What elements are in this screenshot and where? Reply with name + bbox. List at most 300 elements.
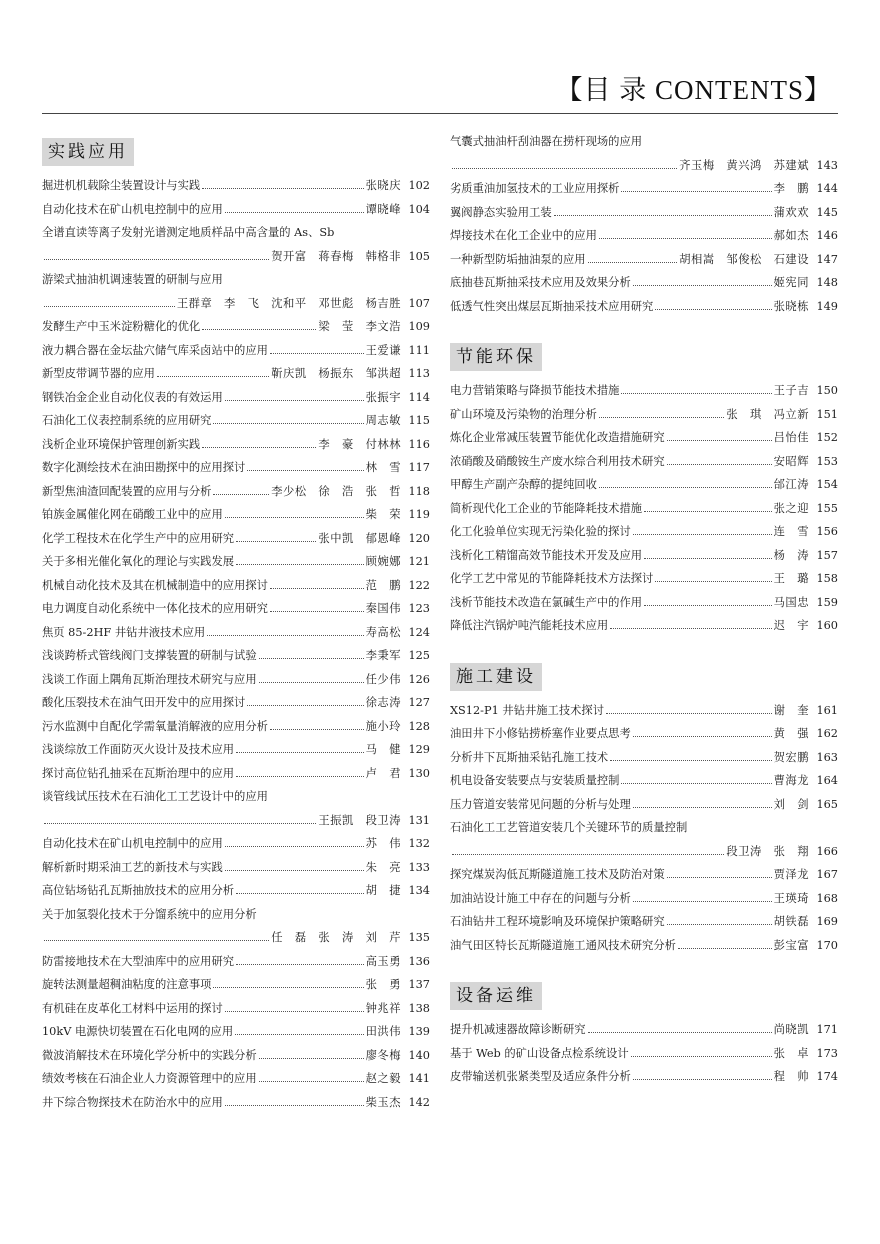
entry-line [450, 769, 838, 793]
entry-line [450, 271, 838, 295]
toc-entry[interactable] [450, 544, 838, 568]
entry-line [450, 567, 838, 591]
article-title: 化学工艺中常见的节能降耗技术方法探讨 [450, 572, 654, 586]
article-title: 有机硅在皮革化工材料中运用的探讨 [42, 1001, 223, 1015]
page-number: 136 [408, 954, 430, 968]
dot-leader [667, 440, 772, 441]
article-authors: 段卫涛 张 翔 [726, 844, 809, 858]
article-authors: 李 鹏 [773, 182, 809, 196]
entry-detail-line [42, 245, 430, 269]
toc-entry[interactable] [450, 793, 838, 817]
toc-entry[interactable] [450, 177, 838, 201]
article-title: 油气田区特长瓦斯隧道施工通风技术研究分析 [450, 938, 676, 952]
entry-line [42, 644, 430, 668]
dot-leader [599, 238, 772, 239]
toc-entry[interactable] [42, 832, 430, 856]
entry-line [42, 456, 430, 480]
page-number: 120 [408, 531, 430, 545]
dot-leader [235, 1034, 363, 1035]
article-authors: 李 豪 付林林 [318, 437, 401, 451]
entry-line [450, 1018, 838, 1042]
entry-line [42, 1044, 430, 1068]
article-authors: 张之迎 [773, 501, 809, 515]
article-title: 炼化企业常减压装置节能优化改造措施研究 [450, 431, 665, 445]
dot-leader [588, 262, 678, 263]
article-authors: 张晓庆 [365, 179, 401, 193]
article-title: 游梁式抽油机调速装置的研制与应用 [42, 273, 223, 287]
article-authors: 王子吉 [773, 384, 809, 398]
toc-entry[interactable] [450, 614, 838, 638]
dot-leader [213, 494, 269, 495]
page-number: 166 [816, 844, 838, 858]
entry-line [42, 691, 430, 715]
toc-entry[interactable] [450, 1018, 838, 1042]
toc-entry[interactable] [450, 746, 838, 770]
toc-entry[interactable] [42, 621, 430, 645]
dot-leader [644, 511, 772, 512]
page-number: 156 [816, 525, 838, 539]
article-authors: 任 磊 张 涛 刘 芹 [271, 931, 401, 945]
dot-leader [225, 517, 364, 518]
entry-line [450, 746, 838, 770]
page-number: 149 [816, 299, 838, 313]
toc-entry[interactable] [450, 248, 838, 272]
left-column [42, 130, 430, 1114]
page-number: 133 [408, 860, 430, 874]
toc-entry[interactable] [450, 520, 838, 544]
toc-entry[interactable] [42, 480, 430, 504]
toc-entry[interactable] [42, 691, 430, 715]
page-number: 115 [408, 414, 430, 428]
page-number: 164 [816, 774, 838, 788]
contents-title: 【目 录 CONTENTS】 [555, 75, 832, 105]
article-authors: 李少松 徐 浩 张 哲 [271, 484, 401, 498]
dot-leader [633, 736, 772, 737]
dot-leader [236, 776, 364, 777]
toc-entry[interactable] [42, 644, 430, 668]
article-authors: 郝如杰 [773, 229, 809, 243]
toc-entry[interactable] [42, 362, 430, 386]
article-title: 10kV 电源快切装置在石化电网的应用 [42, 1025, 234, 1039]
dot-leader [606, 713, 772, 714]
dot-leader [259, 658, 364, 659]
header-divider [42, 113, 838, 114]
article-authors: 廖冬梅 [365, 1048, 401, 1062]
article-authors: 贾泽龙 [773, 868, 809, 882]
toc-entry[interactable] [42, 973, 430, 997]
article-title: XS12-P1 井钻井施工技术探讨 [450, 703, 605, 717]
article-authors: 胡铁磊 [773, 915, 809, 929]
entry-line [42, 762, 430, 786]
dot-leader [44, 259, 269, 260]
page-number: 139 [408, 1025, 430, 1039]
dot-leader [270, 353, 364, 354]
entry-line [450, 887, 838, 911]
dot-leader [621, 191, 771, 192]
article-title: 关于多相光催化氧化的理论与实践发展 [42, 555, 235, 569]
article-title: 数字化测绘技术在油田勘探中的应用探讨 [42, 461, 246, 475]
article-title: 基于 Web 的矿山设备点检系统设计 [450, 1046, 629, 1060]
article-title: 矿山环境及污染物的治理分析 [450, 407, 597, 421]
entry-line [450, 520, 838, 544]
entry-line [42, 715, 430, 739]
entry-line [42, 409, 430, 433]
toc-entry[interactable] [42, 668, 430, 692]
article-authors: 连 雪 [773, 525, 809, 539]
page-number: 143 [816, 158, 838, 172]
dot-leader [554, 215, 772, 216]
toc-entry[interactable] [450, 379, 838, 403]
article-title: 酸化压裂技术在油气田开发中的应用探讨 [42, 696, 246, 710]
dot-leader [202, 447, 316, 448]
dot-leader [633, 285, 772, 286]
entry-line [450, 544, 838, 568]
entry-line [42, 856, 430, 880]
page-number: 135 [408, 931, 430, 945]
article-authors: 李秉军 [365, 649, 401, 663]
entry-line [42, 433, 430, 457]
page-number: 111 [408, 343, 430, 357]
entry-line [42, 738, 430, 762]
page-number: 171 [816, 1023, 838, 1037]
article-title: 旋转法测量超稠油粘度的注意事项 [42, 978, 212, 992]
toc-entry[interactable] [42, 339, 430, 363]
toc-entry[interactable] [450, 863, 838, 887]
dot-leader [236, 964, 364, 965]
entry-detail-line [450, 840, 838, 864]
article-authors: 柴 荣 [365, 508, 401, 522]
dot-leader [259, 1081, 364, 1082]
dot-leader [207, 635, 363, 636]
toc-entry[interactable] [42, 221, 430, 268]
dot-leader [225, 1011, 364, 1012]
page-number: 130 [408, 766, 430, 780]
article-title: 自动化技术在矿山机电控制中的应用 [42, 837, 223, 851]
entry-line [42, 527, 430, 551]
article-title: 浅谈综放工作面防灭火设计及技术应用 [42, 743, 235, 757]
article-authors: 张 琪 冯立新 [726, 407, 809, 421]
article-title: 微波消解技术在环境化学分析中的实践分析 [42, 1048, 257, 1062]
toc-entry[interactable] [42, 597, 430, 621]
toc-entry[interactable] [42, 738, 430, 762]
dot-leader [452, 854, 724, 855]
entry-title-line [42, 903, 430, 927]
article-title: 浅谈跨桥式管线阀门支撑装置的研制与试验 [42, 649, 257, 663]
section-spacer [450, 638, 838, 655]
page-number: 148 [816, 276, 838, 290]
entry-line [450, 403, 838, 427]
section-title: 设备运维 [450, 982, 542, 1010]
article-title: 自动化技术在矿山机电控制中的应用 [42, 202, 223, 216]
article-title: 探究煤炭沟低瓦斯隧道施工技术及防治对策 [450, 868, 665, 882]
right-column [450, 130, 838, 1089]
entry-line [42, 879, 430, 903]
article-title: 油田井下小修钻捞桥塞作业要点思考 [450, 727, 631, 741]
entry-line [450, 224, 838, 248]
article-title: 降低注汽锅炉吨汽能耗技术应用 [450, 619, 609, 633]
toc-entry[interactable] [42, 315, 430, 339]
page-number: 150 [816, 384, 838, 398]
article-title: 探讨高位钻孔抽采在瓦斯治理中的应用 [42, 766, 235, 780]
article-authors: 周志敏 [365, 414, 401, 428]
page-number: 137 [408, 978, 430, 992]
page-number: 146 [816, 229, 838, 243]
page-number: 121 [408, 555, 430, 569]
article-title: 电力调度自动化系统中一体化技术的应用研究 [42, 602, 268, 616]
article-title: 压力管道安装常见问题的分析与处理 [450, 797, 631, 811]
toc-entry[interactable] [42, 785, 430, 832]
toc-entry[interactable] [450, 497, 838, 521]
article-authors: 卢 君 [365, 766, 401, 780]
entry-line [42, 503, 430, 527]
toc-entry[interactable] [450, 567, 838, 591]
toc-entry[interactable] [42, 856, 430, 880]
entry-line [42, 315, 430, 339]
toc-entry[interactable] [450, 450, 838, 474]
section-header [42, 130, 430, 174]
toc-entry[interactable] [42, 1044, 430, 1068]
page-number: 119 [408, 508, 430, 522]
section-header [450, 335, 838, 379]
dot-leader [44, 306, 175, 307]
page-number: 126 [408, 672, 430, 686]
dot-leader [236, 752, 364, 753]
article-authors: 齐玉梅 黄兴鸿 苏建斌 [679, 158, 809, 172]
toc-entry[interactable] [450, 816, 838, 863]
section-title: 施工建设 [450, 663, 542, 691]
entry-line [42, 362, 430, 386]
dot-leader [631, 1056, 772, 1057]
toc-entry[interactable] [450, 426, 838, 450]
toc-entry[interactable] [450, 1065, 838, 1089]
page-number: 173 [816, 1046, 838, 1060]
toc-entry[interactable] [42, 268, 430, 315]
toc-entry[interactable] [42, 174, 430, 198]
toc-entry[interactable] [42, 409, 430, 433]
page-number: 104 [408, 202, 430, 216]
toc-entry[interactable] [42, 527, 430, 551]
dot-leader [157, 376, 269, 377]
entry-line [450, 497, 838, 521]
page-number: 147 [816, 252, 838, 266]
article-title: 电力营销策略与降损节能技术措施 [450, 384, 620, 398]
toc-entry[interactable] [42, 715, 430, 739]
dot-leader [236, 564, 364, 565]
toc-entry[interactable] [42, 433, 430, 457]
toc-entry[interactable] [42, 386, 430, 410]
dot-leader [633, 901, 772, 902]
entry-line [42, 1020, 430, 1044]
toc-entry[interactable] [42, 1091, 430, 1115]
page-number: 124 [408, 625, 430, 639]
toc-entry[interactable] [42, 950, 430, 974]
article-title: 防雷接地技术在大型油库中的应用研究 [42, 954, 235, 968]
toc-entry[interactable] [450, 1042, 838, 1066]
toc-entry[interactable] [42, 574, 430, 598]
article-authors: 王 璐 [773, 572, 809, 586]
article-title: 关于加氢裂化技术于分馏系统中的应用分析 [42, 907, 257, 921]
dot-leader [655, 581, 771, 582]
toc-entry[interactable] [450, 473, 838, 497]
article-title: 全谱直读等离子发射光谱测定地质样品中高含量的 As、Sb [42, 226, 335, 240]
article-authors: 迟 宇 [773, 619, 809, 633]
page-number: 114 [408, 390, 430, 404]
toc-entry[interactable] [450, 910, 838, 934]
article-authors: 蒲欢欢 [773, 205, 809, 219]
page-number: 142 [408, 1095, 430, 1109]
page-number: 134 [408, 884, 430, 898]
article-title: 新型焦油渣回配装置的应用与分析 [42, 484, 212, 498]
dot-leader [588, 1032, 772, 1033]
article-authors: 张 勇 [365, 978, 401, 992]
toc-entry[interactable] [42, 503, 430, 527]
article-authors: 邰江涛 [773, 478, 809, 492]
article-title: 石油化工仪表控制系统的应用研究 [42, 414, 212, 428]
page-number: 167 [816, 868, 838, 882]
page-number: 122 [408, 578, 430, 592]
article-authors: 刘 剑 [773, 797, 809, 811]
page-number: 144 [816, 182, 838, 196]
entry-line [42, 386, 430, 410]
entry-line [42, 1067, 430, 1091]
article-authors: 姬宪同 [773, 276, 809, 290]
entry-title-line [450, 130, 838, 154]
page-number: 154 [816, 478, 838, 492]
toc-entry[interactable] [450, 130, 838, 177]
page-header [0, 68, 880, 114]
article-authors: 程 帅 [773, 1070, 809, 1084]
toc-entry[interactable] [42, 550, 430, 574]
article-authors: 寿高松 [365, 625, 401, 639]
article-title: 浅析化工精馏高效节能技术开发及应用 [450, 548, 643, 562]
section-header [450, 655, 838, 699]
dot-leader [225, 1105, 364, 1106]
article-title: 液力耦合器在金坛盐穴储气库采卤站中的应用 [42, 343, 268, 357]
toc-entry[interactable] [450, 722, 838, 746]
toc-entry[interactable] [42, 198, 430, 222]
article-authors: 贺宏鹏 [773, 750, 809, 764]
article-authors: 王爱谦 [365, 343, 401, 357]
page-number: 131 [408, 813, 430, 827]
article-title: 钢铁冶金企业自动化仪表的有效运用 [42, 390, 223, 404]
article-authors: 尚晓凯 [773, 1023, 809, 1037]
article-title: 浅析节能技术改造在氯碱生产中的作用 [450, 595, 643, 609]
article-title: 翼阀静态实验用工装 [450, 205, 552, 219]
dot-leader [270, 588, 364, 589]
article-authors: 吕怡佳 [773, 431, 809, 445]
article-authors: 赵之毅 [365, 1072, 401, 1086]
toc-entry[interactable] [450, 934, 838, 958]
toc-entry[interactable] [450, 224, 838, 248]
article-authors: 马 健 [365, 743, 401, 757]
article-authors: 张振宇 [365, 390, 401, 404]
entry-line [450, 450, 838, 474]
dot-leader [236, 893, 364, 894]
page-number: 163 [816, 750, 838, 764]
article-authors: 任少伟 [365, 672, 401, 686]
entry-line [450, 1065, 838, 1089]
article-title: 掘进机机载除尘装置设计与实践 [42, 179, 201, 193]
article-authors: 马国忠 [773, 595, 809, 609]
toc-entry[interactable] [450, 201, 838, 225]
toc-entry[interactable] [42, 1020, 430, 1044]
toc-entry[interactable] [42, 1067, 430, 1091]
article-title: 机电设备安装要点与安装质量控制 [450, 774, 620, 788]
dot-leader [678, 948, 772, 949]
entry-line [450, 614, 838, 638]
article-authors: 曹海龙 [773, 774, 809, 788]
article-title: 甲醇生产副产杂醇的提纯回收 [450, 478, 597, 492]
toc-entry[interactable] [42, 903, 430, 950]
article-title: 石油化工工艺管道安装几个关键环节的质量控制 [450, 821, 688, 835]
dot-leader [599, 487, 772, 488]
toc-entry[interactable] [450, 769, 838, 793]
entry-title-line [42, 221, 430, 245]
page-number: 113 [408, 367, 430, 381]
page-number: 141 [408, 1072, 430, 1086]
article-authors: 王群章 李 飞 沈和平 邓世彪 杨吉胜 [176, 296, 401, 310]
article-authors: 黄 强 [773, 727, 809, 741]
article-title: 简析现代化工企业的节能降耗技术措施 [450, 501, 643, 515]
toc-entry[interactable] [450, 295, 838, 319]
entry-line [450, 699, 838, 723]
entry-line [42, 1091, 430, 1115]
toc-entry[interactable] [42, 997, 430, 1021]
article-title: 石油钻井工程环境影响及环境保护策略研究 [450, 915, 665, 929]
toc-entry[interactable] [42, 762, 430, 786]
article-title: 化学工程技术在化学生产中的应用研究 [42, 531, 235, 545]
entry-line [450, 910, 838, 934]
toc-entry[interactable] [450, 271, 838, 295]
toc-entry[interactable] [450, 403, 838, 427]
dot-leader [270, 729, 364, 730]
article-authors: 范 鹏 [365, 578, 401, 592]
article-title: 污水监测中自配化学需氧量消解液的应用分析 [42, 719, 268, 733]
page-number: 128 [408, 719, 430, 733]
entry-line [450, 248, 838, 272]
entry-line [450, 722, 838, 746]
article-title: 浓硝酸及硝酸铵生产废水综合利用技术研究 [450, 454, 665, 468]
entry-line [450, 295, 838, 319]
article-title: 化工化验单位实现无污染化验的探讨 [450, 525, 631, 539]
dot-leader [44, 940, 269, 941]
page-number: 138 [408, 1001, 430, 1015]
article-authors: 张 卓 [773, 1046, 809, 1060]
dot-leader [225, 846, 364, 847]
dot-leader [633, 807, 772, 808]
page-number: 169 [816, 915, 838, 929]
entry-line [450, 591, 838, 615]
entry-title-line [42, 268, 430, 292]
toc-entry[interactable] [42, 879, 430, 903]
page-number: 105 [408, 249, 430, 263]
article-title: 解析新时期采油工艺的新技术与实践 [42, 860, 223, 874]
page-number: 107 [408, 296, 430, 310]
dot-leader [633, 1079, 772, 1080]
toc-entry[interactable] [450, 591, 838, 615]
dot-leader [599, 417, 725, 418]
entry-line [42, 832, 430, 856]
toc-entry[interactable] [42, 456, 430, 480]
toc-entry[interactable] [450, 887, 838, 911]
article-authors: 贺开富 蒋春梅 韩格非 [271, 249, 401, 263]
toc-entry[interactable] [450, 699, 838, 723]
article-authors: 杨 涛 [773, 548, 809, 562]
article-authors: 朱 亮 [365, 860, 401, 874]
article-title: 高位钻场钻孔瓦斯抽放技术的应用分析 [42, 884, 235, 898]
page-number: 102 [408, 179, 430, 193]
entry-line [42, 973, 430, 997]
